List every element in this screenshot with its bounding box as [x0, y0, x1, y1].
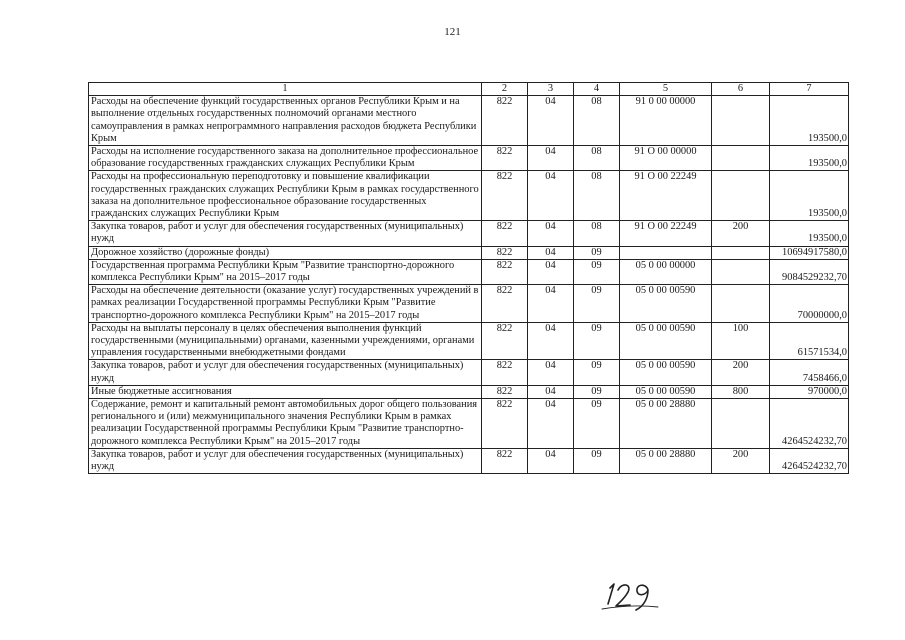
- row-amount: 193500,0: [770, 146, 849, 171]
- row-amount: 61571534,0: [770, 322, 849, 360]
- row-code-subsection: 09: [574, 259, 620, 284]
- row-code-section: 04: [528, 96, 574, 146]
- row-code-expense-type: 800: [712, 385, 770, 398]
- row-description: Иные бюджетные ассигнования: [89, 385, 482, 398]
- row-code-section: 04: [528, 322, 574, 360]
- handwritten-page-mark: [600, 578, 660, 612]
- row-code-expense-type: [712, 259, 770, 284]
- row-description: Расходы на профессиональную переподготовку и повышение квалификации государственных гражданских служащих Республики Крым в рамках государственного заказа на дополнительное профессиональное образование государственных гражданских служащих Республики Крым: [89, 171, 482, 221]
- row-code-ministry: 822: [482, 360, 528, 385]
- row-description: Расходы на выплаты персоналу в целях обеспечения выполнения функций государственными (муниципальными) органами, казенными учреждениями, органами управления государственными внебюджетными фондами: [89, 322, 482, 360]
- table-header-row: [89, 83, 849, 96]
- row-amount: 10694917580,0: [770, 246, 849, 259]
- row-code-subsection: 09: [574, 399, 620, 449]
- row-code-expense-type: [712, 96, 770, 146]
- row-code-ministry: 822: [482, 322, 528, 360]
- row-description: Закупка товаров, работ и услуг для обеспечения государственных (муниципальных) нужд: [89, 360, 482, 385]
- row-amount: 4264524232,70: [770, 399, 849, 449]
- header-cell: 6: [712, 83, 770, 96]
- row-code-target: 05 0 00 00590: [620, 360, 712, 385]
- row-code-section: 04: [528, 259, 574, 284]
- row-code-expense-type: 200: [712, 221, 770, 246]
- row-code-subsection: 08: [574, 221, 620, 246]
- row-amount: 9084529232,70: [770, 259, 849, 284]
- header-cell: 1: [89, 83, 482, 96]
- table-row: [89, 448, 849, 473]
- table-row: [89, 171, 849, 221]
- row-code-subsection: 08: [574, 96, 620, 146]
- row-code-target: 91 О 00 22249: [620, 221, 712, 246]
- row-amount: 970000,0: [770, 385, 849, 398]
- row-code-target: [620, 246, 712, 259]
- table-row: [89, 96, 849, 146]
- row-amount: 193500,0: [770, 96, 849, 146]
- header-cell: 7: [770, 83, 849, 96]
- row-code-subsection: 08: [574, 171, 620, 221]
- table-row: [89, 285, 849, 323]
- row-code-target: 91 О 00 22249: [620, 171, 712, 221]
- row-amount: 70000000,0: [770, 285, 849, 323]
- row-code-target: 05 0 00 00590: [620, 322, 712, 360]
- row-code-target: 91 0 00 00000: [620, 96, 712, 146]
- row-code-ministry: 822: [482, 221, 528, 246]
- row-code-section: 04: [528, 399, 574, 449]
- table-row: [89, 246, 849, 259]
- row-code-ministry: 822: [482, 285, 528, 323]
- row-code-expense-type: [712, 399, 770, 449]
- row-code-ministry: 822: [482, 246, 528, 259]
- row-code-section: 04: [528, 448, 574, 473]
- row-code-target: 05 0 00 00590: [620, 285, 712, 323]
- row-code-expense-type: 200: [712, 448, 770, 473]
- row-description: Государственная программа Республики Крым "Развитие транспортно-дорожного комплекса Республики Крым" на 2015–2017 годы: [89, 259, 482, 284]
- row-code-ministry: 822: [482, 146, 528, 171]
- row-code-expense-type: 200: [712, 360, 770, 385]
- row-code-subsection: 09: [574, 322, 620, 360]
- row-code-ministry: 822: [482, 259, 528, 284]
- row-code-expense-type: [712, 171, 770, 221]
- row-description: Расходы на обеспечение деятельности (оказание услуг) государственных учреждений в рамках реализации Государственной программы Республики Крым "Развитие транспортно-дорожного комплекса Республики Крым" на 2015–2017 годы: [89, 285, 482, 323]
- row-code-expense-type: [712, 246, 770, 259]
- row-code-subsection: 08: [574, 146, 620, 171]
- page-number: 121: [444, 26, 461, 38]
- row-code-section: 04: [528, 221, 574, 246]
- row-code-section: 04: [528, 360, 574, 385]
- row-amount: 193500,0: [770, 221, 849, 246]
- row-code-subsection: 09: [574, 448, 620, 473]
- row-amount: 193500,0: [770, 171, 849, 221]
- row-code-section: 04: [528, 246, 574, 259]
- header-cell: 5: [620, 83, 712, 96]
- row-description: Закупка товаров, работ и услуг для обеспечения государственных (муниципальных) нужд: [89, 221, 482, 246]
- row-code-ministry: 822: [482, 385, 528, 398]
- table-row: [89, 259, 849, 284]
- header-cell: 3: [528, 83, 574, 96]
- row-code-subsection: 09: [574, 285, 620, 323]
- header-cell: 2: [482, 83, 528, 96]
- row-description: Расходы на исполнение государственного заказа на дополнительное профессиональное образование государственных гражданских служащих Республики Крым: [89, 146, 482, 171]
- row-description: Расходы на обеспечение функций государственных органов Республики Крым и на выполнение отдельных государственных полномочий органами местного самоуправления в рамках непрограммного направления расходов бюджета Республики Крым: [89, 96, 482, 146]
- table-row: [89, 399, 849, 449]
- row-code-section: 04: [528, 385, 574, 398]
- row-code-expense-type: [712, 285, 770, 323]
- row-code-ministry: 822: [482, 399, 528, 449]
- row-amount: 4264524232,70: [770, 448, 849, 473]
- row-code-target: 05 0 00 00590: [620, 385, 712, 398]
- row-code-section: 04: [528, 285, 574, 323]
- row-code-subsection: 09: [574, 246, 620, 259]
- table-row: [89, 385, 849, 398]
- row-description: Содержание, ремонт и капитальный ремонт автомобильных дорог общего пользования регионального и (или) межмуниципального значения Республики Крым в рамках реализации Государственной программы Республики Крым "Развитие транспортно-дорожного комплекса Республики Крым" на 2015–2017 годы: [89, 399, 482, 449]
- row-code-expense-type: 100: [712, 322, 770, 360]
- row-code-section: 04: [528, 146, 574, 171]
- row-code-section: 04: [528, 171, 574, 221]
- table-row: [89, 221, 849, 246]
- row-code-target: 05 0 00 28880: [620, 399, 712, 449]
- row-code-ministry: 822: [482, 171, 528, 221]
- row-amount: 7458466,0: [770, 360, 849, 385]
- row-code-target: 05 0 00 00000: [620, 259, 712, 284]
- table-row: [89, 322, 849, 360]
- row-code-target: 91 О 00 00000: [620, 146, 712, 171]
- row-code-subsection: 09: [574, 385, 620, 398]
- table-body: [89, 96, 849, 474]
- row-description: Дорожное хозяйство (дорожные фонды): [89, 246, 482, 259]
- row-code-ministry: 822: [482, 96, 528, 146]
- row-code-expense-type: [712, 146, 770, 171]
- row-code-ministry: 822: [482, 448, 528, 473]
- row-code-subsection: 09: [574, 360, 620, 385]
- row-code-target: 05 0 00 28880: [620, 448, 712, 473]
- header-cell: 4: [574, 83, 620, 96]
- table-row: [89, 146, 849, 171]
- budget-table: [88, 82, 849, 474]
- row-description: Закупка товаров, работ и услуг для обеспечения государственных (муниципальных) нужд: [89, 448, 482, 473]
- table-row: [89, 360, 849, 385]
